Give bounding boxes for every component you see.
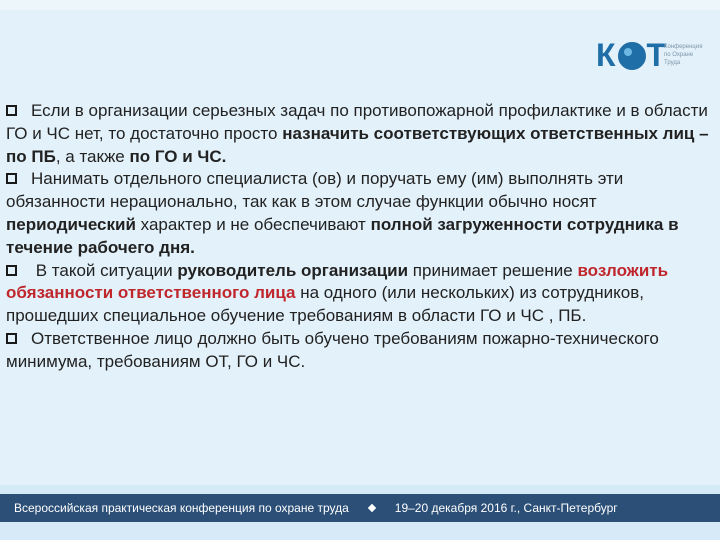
text-run: Ответственное лицо должно быть обучено требованиям пожарно-технического минимума, требованиям ОТ, ГО и ЧС. <box>6 328 659 371</box>
checkbox-bullet-icon <box>6 333 17 344</box>
logo-tagline-line: Конференция <box>664 44 703 50</box>
checkbox-bullet-icon <box>6 173 17 184</box>
checkbox-bullet-icon <box>6 265 17 276</box>
bullet-list <box>6 100 716 374</box>
text-run-red: возложить обязанности ответственного лица <box>6 260 669 303</box>
logo-letter-t: Т <box>646 37 668 73</box>
text-run: В такой ситуации <box>31 260 178 280</box>
bullet-item-2 <box>6 168 716 259</box>
bullet-item-4 <box>6 328 716 374</box>
text-run: принимает решение <box>408 260 578 280</box>
conference-logo <box>596 38 714 72</box>
logo-letter-k: К <box>596 37 617 73</box>
text-run-bold: по ГО и ЧС. <box>129 146 227 166</box>
ball-icon <box>618 42 646 70</box>
checkbox-bullet-icon <box>6 105 17 116</box>
logo-tagline-line: по Охране <box>664 52 694 58</box>
text-run-bold: руководитель организации <box>177 260 409 280</box>
text-run: Если в организации серьезных задач по противопожарной профилактике и в области ГО и ЧС нет, то достаточно просто <box>6 101 708 143</box>
logo-tagline-line: Труда <box>664 60 681 66</box>
text-run-bold: назначить соответствующих ответственных лиц – по ПБ <box>6 123 709 166</box>
logo-tagline <box>664 43 714 67</box>
footer-date-location: 19–20 декабря 2016 г., Санкт-Петербург <box>394 501 618 515</box>
logo-mark <box>596 38 667 72</box>
bullet-item-1 <box>6 100 716 168</box>
text-run-bold: полной загруженности сотрудника в течение рабочего дня. <box>6 214 679 257</box>
text-run: характер и не обеспечивают <box>135 214 371 234</box>
bullet-item-3 <box>6 260 716 328</box>
footer-conference-title: Всероссийская практическая конференция по охране труда <box>14 501 349 515</box>
diamond-separator-icon <box>368 504 376 512</box>
footer-bar <box>0 494 720 522</box>
text-run: Нанимать отдельного специалиста (ов) и поручать ему (им) выполнять эти обязанности нерационально, так как в этом случае функции обычно носят <box>6 169 624 212</box>
text-run: на одного (или нескольких) из сотрудников, прошедших специальное обучение требованиям в области ГО и ЧС , ПБ. <box>6 283 644 326</box>
text-run: , а также <box>55 146 130 166</box>
text-run-bold: периодический <box>6 214 136 234</box>
